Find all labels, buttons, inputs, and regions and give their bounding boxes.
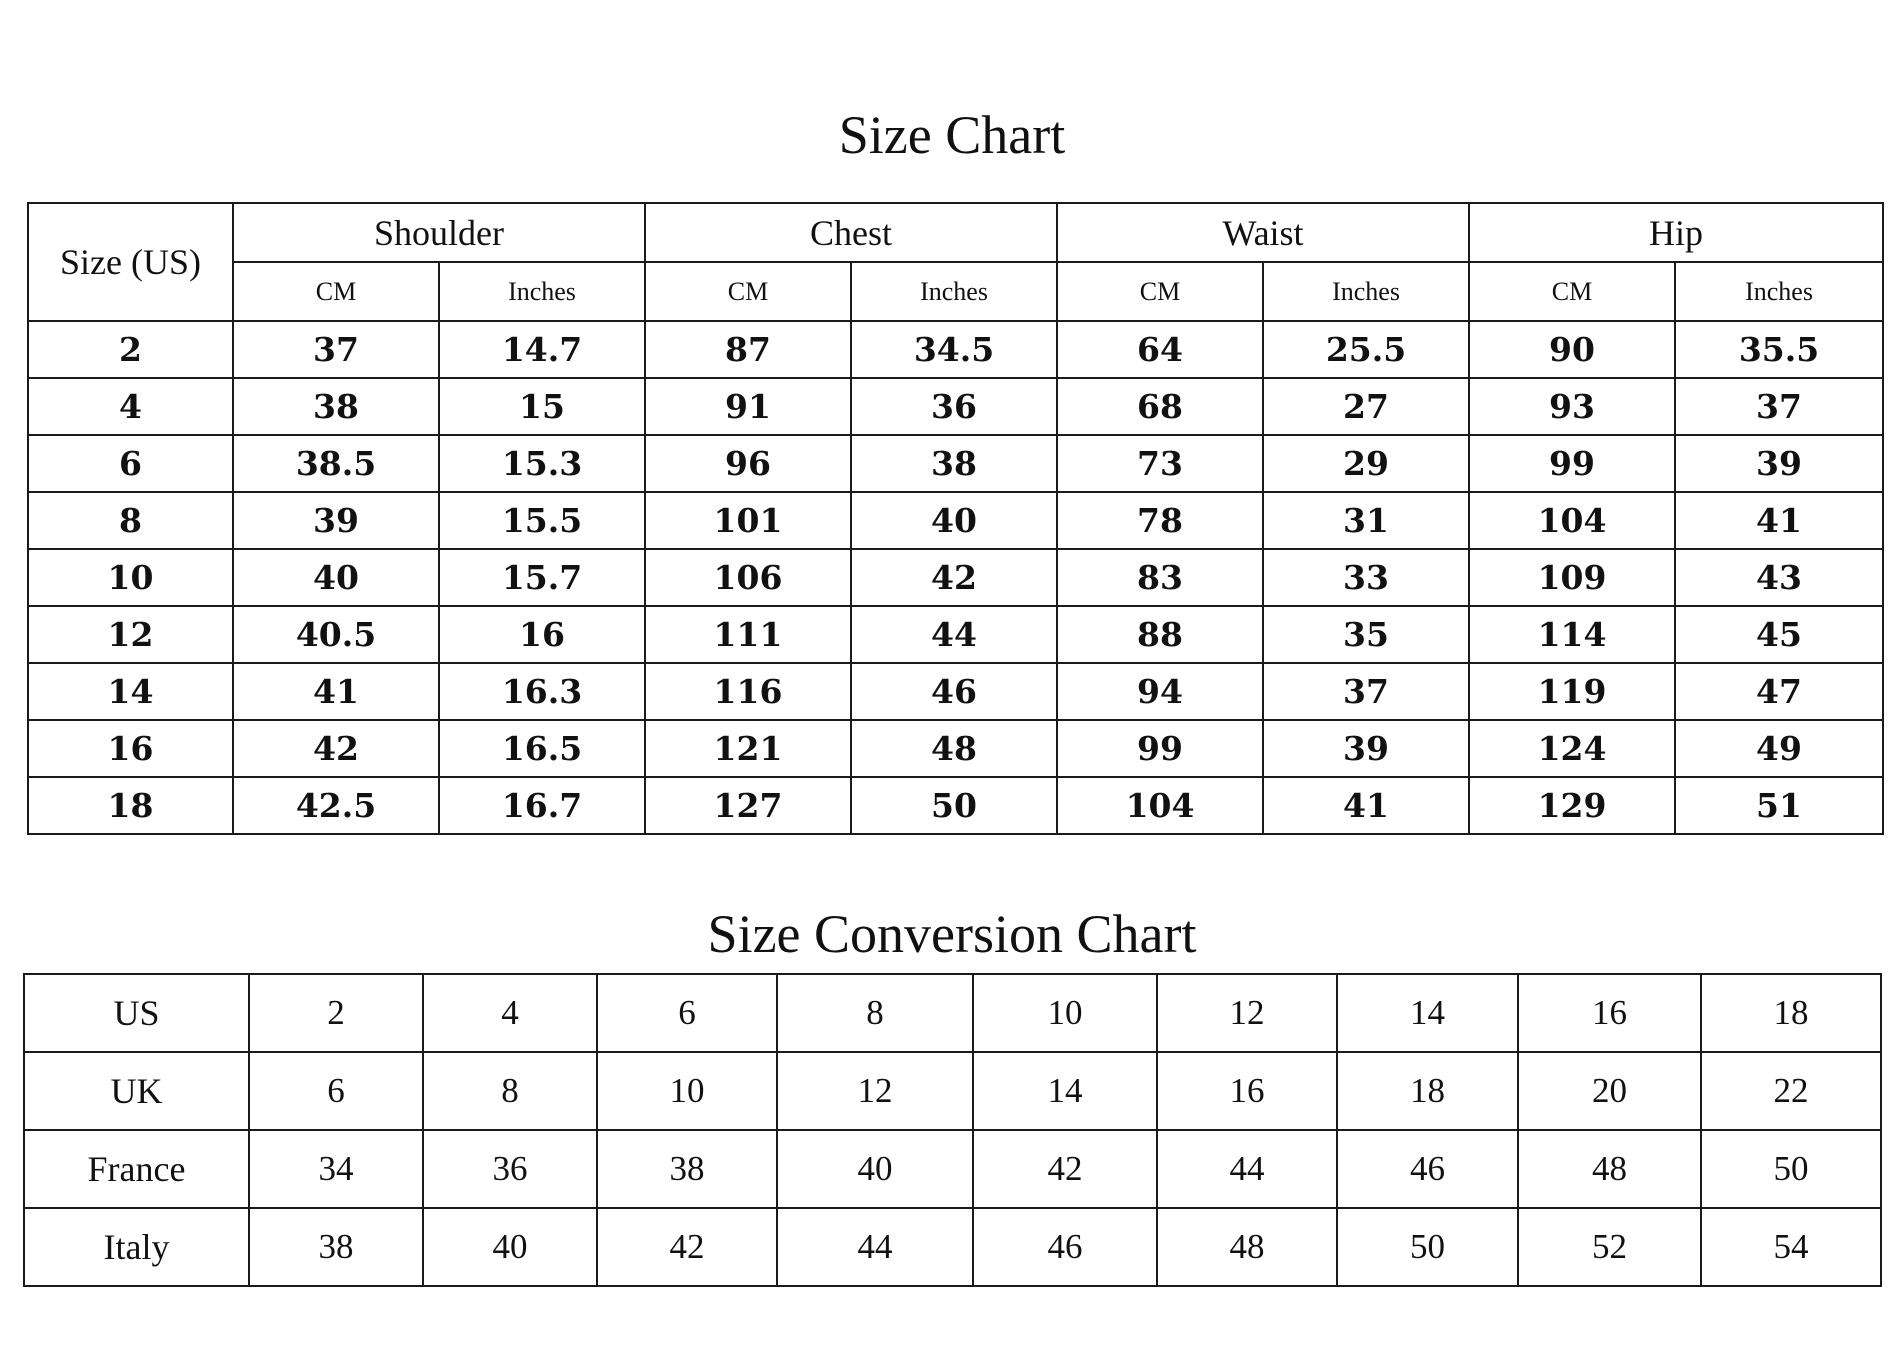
shoulder-inches-cell: 16 [439, 606, 645, 663]
conversion-chart-title: Size Conversion Chart [707, 904, 1197, 964]
waist-cm-cell: 78 [1057, 492, 1263, 549]
size-row [28, 321, 1883, 378]
conversion-cell: 14 [973, 1052, 1157, 1130]
conversion-row-label: Italy [24, 1208, 249, 1286]
size-row [28, 606, 1883, 663]
conversion-cell: 48 [1518, 1130, 1701, 1208]
size-row [28, 663, 1883, 720]
conversion-cell: 42 [973, 1130, 1157, 1208]
chest-cm-cell: 91 [645, 378, 851, 435]
unit-header-cm: CM [1469, 262, 1675, 321]
conversion-cell: 44 [777, 1208, 973, 1286]
conversion-cell: 38 [597, 1130, 777, 1208]
hip-cm-cell: 99 [1469, 435, 1675, 492]
conversion-cell: 2 [249, 974, 423, 1052]
waist-inches-cell: 39 [1263, 720, 1469, 777]
chest-inches-cell: 50 [851, 777, 1057, 834]
shoulder-cm-cell: 40.5 [233, 606, 439, 663]
shoulder-cm-cell: 37 [233, 321, 439, 378]
shoulder-cm-cell: 38 [233, 378, 439, 435]
hip-cm-cell: 124 [1469, 720, 1675, 777]
hip-inches-cell: 35.5 [1675, 321, 1883, 378]
hip-inches-cell: 37 [1675, 378, 1883, 435]
unit-header-cm: CM [645, 262, 851, 321]
conversion-cell: 48 [1157, 1208, 1337, 1286]
waist-header: Waist [1057, 203, 1469, 262]
size-us-cell: 4 [28, 378, 233, 435]
unit-header-inches: Inches [439, 262, 645, 321]
shoulder-cm-cell: 38.5 [233, 435, 439, 492]
conversion-cell: 36 [423, 1130, 597, 1208]
conversion-cell: 6 [597, 974, 777, 1052]
conversion-cell: 8 [423, 1052, 597, 1130]
shoulder-inches-cell: 15.5 [439, 492, 645, 549]
conversion-cell: 18 [1337, 1052, 1518, 1130]
conversion-row-label: France [24, 1130, 249, 1208]
size-row [28, 378, 1883, 435]
waist-inches-cell: 29 [1263, 435, 1469, 492]
size-us-cell: 8 [28, 492, 233, 549]
shoulder-inches-cell: 16.7 [439, 777, 645, 834]
chest-header: Chest [645, 203, 1057, 262]
hip-inches-cell: 43 [1675, 549, 1883, 606]
chest-inches-cell: 38 [851, 435, 1057, 492]
hip-inches-cell: 41 [1675, 492, 1883, 549]
conversion-cell: 14 [1337, 974, 1518, 1052]
hip-cm-cell: 93 [1469, 378, 1675, 435]
shoulder-inches-cell: 15.7 [439, 549, 645, 606]
chest-inches-cell: 48 [851, 720, 1057, 777]
hip-inches-cell: 51 [1675, 777, 1883, 834]
hip-inches-cell: 49 [1675, 720, 1883, 777]
hip-inches-cell: 45 [1675, 606, 1883, 663]
shoulder-inches-cell: 15 [439, 378, 645, 435]
size-us-cell: 14 [28, 663, 233, 720]
chest-cm-cell: 87 [645, 321, 851, 378]
waist-inches-cell: 37 [1263, 663, 1469, 720]
conversion-cell: 16 [1518, 974, 1701, 1052]
chest-cm-cell: 121 [645, 720, 851, 777]
shoulder-cm-cell: 40 [233, 549, 439, 606]
shoulder-cm-cell: 42.5 [233, 777, 439, 834]
conversion-cell: 16 [1157, 1052, 1337, 1130]
hip-cm-cell: 119 [1469, 663, 1675, 720]
hip-inches-cell: 39 [1675, 435, 1883, 492]
size-chart-table [27, 202, 1884, 835]
size-row [28, 720, 1883, 777]
conversion-cell: 4 [423, 974, 597, 1052]
conversion-chart-table [23, 973, 1882, 1287]
chest-inches-cell: 44 [851, 606, 1057, 663]
conversion-cell: 12 [777, 1052, 973, 1130]
waist-cm-cell: 73 [1057, 435, 1263, 492]
size-chart-body [28, 321, 1883, 834]
chest-cm-cell: 111 [645, 606, 851, 663]
conversion-cell: 46 [973, 1208, 1157, 1286]
conversion-cell: 12 [1157, 974, 1337, 1052]
conversion-cell: 6 [249, 1052, 423, 1130]
waist-inches-cell: 35 [1263, 606, 1469, 663]
chest-cm-cell: 96 [645, 435, 851, 492]
conversion-cell: 40 [423, 1208, 597, 1286]
size-us-header: Size (US) [28, 203, 233, 321]
conversion-cell: 10 [597, 1052, 777, 1130]
chest-inches-cell: 40 [851, 492, 1057, 549]
conversion-cell: 34 [249, 1130, 423, 1208]
shoulder-cm-cell: 41 [233, 663, 439, 720]
shoulder-header: Shoulder [233, 203, 645, 262]
waist-cm-cell: 104 [1057, 777, 1263, 834]
unit-header-inches: Inches [1263, 262, 1469, 321]
conversion-cell: 40 [777, 1130, 973, 1208]
shoulder-inches-cell: 14.7 [439, 321, 645, 378]
waist-inches-cell: 31 [1263, 492, 1469, 549]
conversion-cell: 22 [1701, 1052, 1881, 1130]
conversion-cell: 46 [1337, 1130, 1518, 1208]
size-row [28, 492, 1883, 549]
chest-cm-cell: 106 [645, 549, 851, 606]
hip-cm-cell: 129 [1469, 777, 1675, 834]
waist-cm-cell: 83 [1057, 549, 1263, 606]
size-chart-unit-header-row [28, 262, 1883, 321]
unit-header-cm: CM [233, 262, 439, 321]
waist-inches-cell: 41 [1263, 777, 1469, 834]
hip-cm-cell: 109 [1469, 549, 1675, 606]
size-us-cell: 18 [28, 777, 233, 834]
waist-inches-cell: 33 [1263, 549, 1469, 606]
waist-cm-cell: 68 [1057, 378, 1263, 435]
conversion-cell: 38 [249, 1208, 423, 1286]
chest-cm-cell: 116 [645, 663, 851, 720]
size-us-cell: 6 [28, 435, 233, 492]
waist-cm-cell: 94 [1057, 663, 1263, 720]
chest-inches-cell: 36 [851, 378, 1057, 435]
hip-header: Hip [1469, 203, 1883, 262]
conversion-cell: 50 [1701, 1130, 1881, 1208]
size-row [28, 777, 1883, 834]
shoulder-inches-cell: 16.3 [439, 663, 645, 720]
waist-inches-cell: 25.5 [1263, 321, 1469, 378]
chest-cm-cell: 101 [645, 492, 851, 549]
shoulder-inches-cell: 16.5 [439, 720, 645, 777]
hip-cm-cell: 114 [1469, 606, 1675, 663]
shoulder-cm-cell: 39 [233, 492, 439, 549]
conversion-row-label: US [24, 974, 249, 1052]
conversion-cell: 42 [597, 1208, 777, 1286]
conversion-row-italy [24, 1208, 1881, 1286]
unit-header-cm: CM [1057, 262, 1263, 321]
chest-cm-cell: 127 [645, 777, 851, 834]
conversion-row-label: UK [24, 1052, 249, 1130]
hip-cm-cell: 90 [1469, 321, 1675, 378]
hip-cm-cell: 104 [1469, 492, 1675, 549]
waist-cm-cell: 64 [1057, 321, 1263, 378]
chest-inches-cell: 46 [851, 663, 1057, 720]
conversion-cell: 50 [1337, 1208, 1518, 1286]
size-us-cell: 2 [28, 321, 233, 378]
size-us-cell: 16 [28, 720, 233, 777]
conversion-row-uk [24, 1052, 1881, 1130]
size-row [28, 435, 1883, 492]
conversion-cell: 44 [1157, 1130, 1337, 1208]
waist-inches-cell: 27 [1263, 378, 1469, 435]
conversion-cell: 54 [1701, 1208, 1881, 1286]
conversion-chart-body [24, 974, 1881, 1286]
size-row [28, 549, 1883, 606]
conversion-cell: 8 [777, 974, 973, 1052]
shoulder-cm-cell: 42 [233, 720, 439, 777]
waist-cm-cell: 99 [1057, 720, 1263, 777]
chest-inches-cell: 34.5 [851, 321, 1057, 378]
conversion-cell: 52 [1518, 1208, 1701, 1286]
hip-inches-cell: 47 [1675, 663, 1883, 720]
unit-header-inches: Inches [1675, 262, 1883, 321]
unit-header-inches: Inches [851, 262, 1057, 321]
conversion-row-us [24, 974, 1881, 1052]
conversion-cell: 10 [973, 974, 1157, 1052]
chest-inches-cell: 42 [851, 549, 1057, 606]
conversion-cell: 18 [1701, 974, 1881, 1052]
size-us-cell: 12 [28, 606, 233, 663]
conversion-cell: 20 [1518, 1052, 1701, 1130]
size-chart-title: Size Chart [838, 105, 1066, 165]
size-us-cell: 10 [28, 549, 233, 606]
size-chart-group-header-row [28, 203, 1883, 262]
waist-cm-cell: 88 [1057, 606, 1263, 663]
shoulder-inches-cell: 15.3 [439, 435, 645, 492]
conversion-row-france [24, 1130, 1881, 1208]
